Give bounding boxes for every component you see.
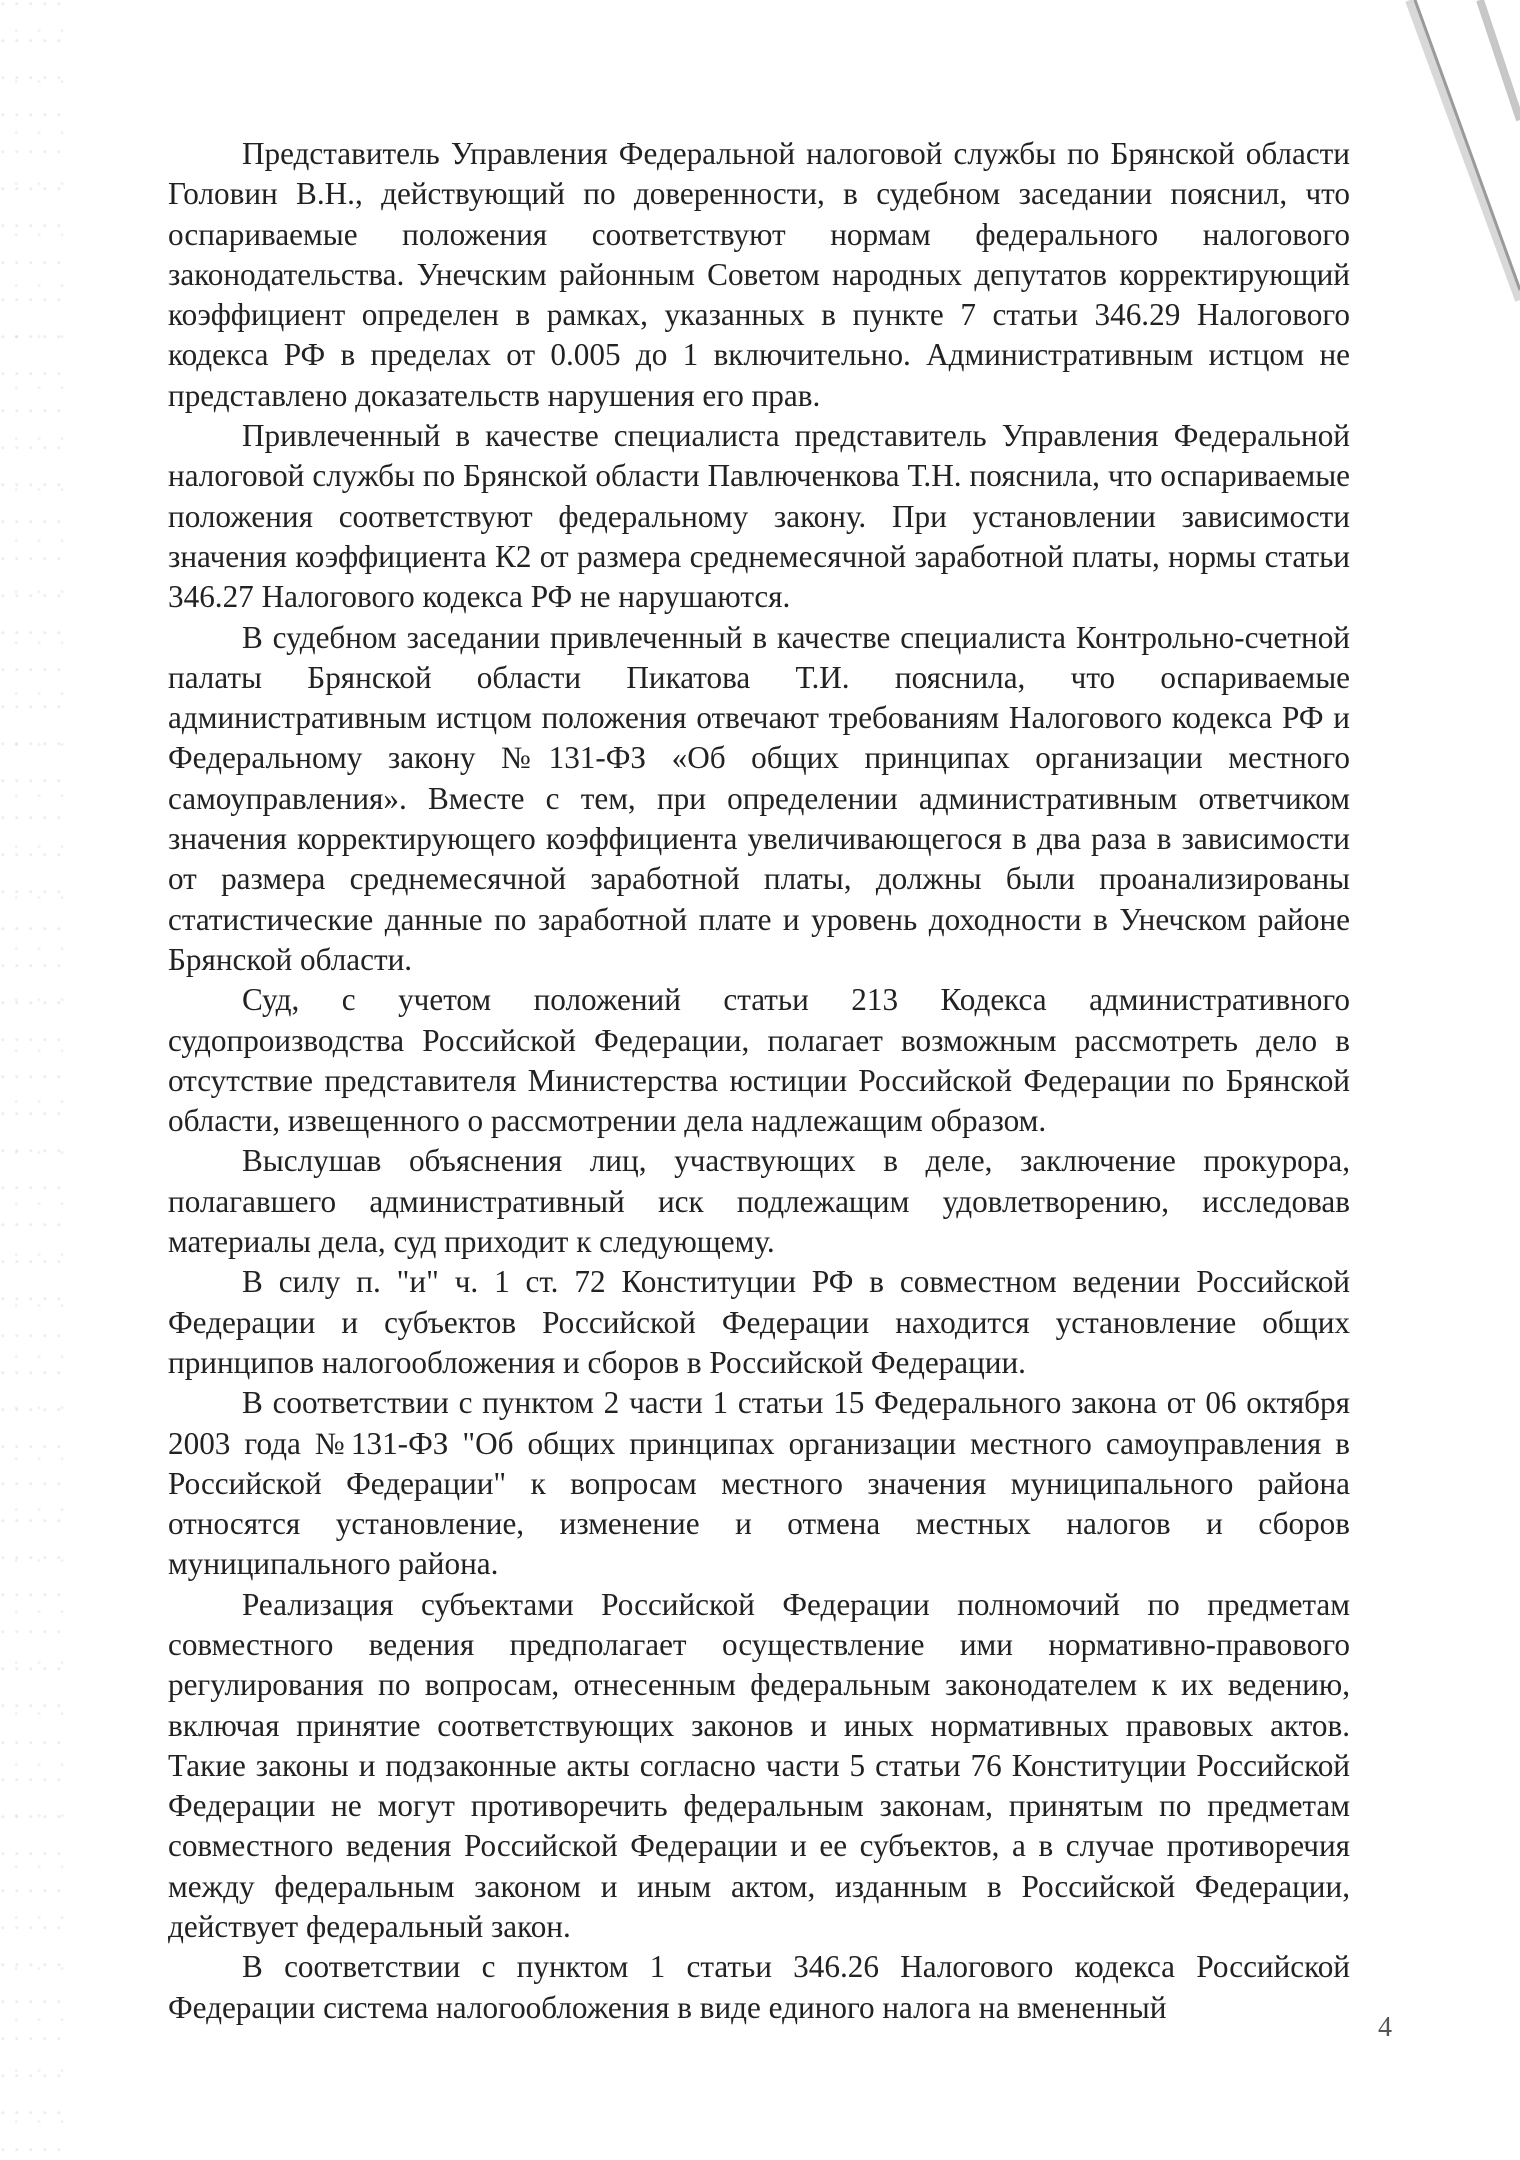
paragraph-6: В силу п. "и" ч. 1 ст. 72 Конституции РФ в совместном ведении Российской Федерации и субъектов Российской Федерации находится установление общих принципов налогообложения и сборов в Российской Федерации. [168,1264,1350,1380]
scan-noise-left [0,0,70,2160]
paragraph-5: Выслушав объяснения лиц, участвующих в деле, заключение прокурора, полагавшего административный иск подлежащим удовлетворению, исследовав материалы дела, суд приходит к следующему. [168,1143,1350,1260]
paragraph-7: В соответствии с пунктом 2 части 1 статьи 15 Федерального закона от 06 октября 2003 года №131-ФЗ "Об общих принципах организации местного самоуправления в Российской Федерации" к вопросам местного значения муниципального района относятся установление, изменение и отмена местных налогов и сборов муниципального района. [168,1385,1350,1582]
paragraph-1: Представитель Управления Федеральной налоговой службы по Брянской области Головин В.Н., действующий по доверенности, в судебном заседании пояснил, что оспариваемые положения соответствуют нормам федерального налогового законодательства. Унечским районным Советом народных депутатов корректирующий коэффициент определен в рамках, указанных в пункте 7 статьи 346.29 Налогового кодекса РФ в пределах от 0.005 до 1 включительно. Административным истцом не представлено доказательств нарушения его прав. [168,136,1350,413]
scanned-page-edge [1370,0,1520,430]
paragraph-9: В соответствии с пунктом 1 статьи 346.26 Налогового кодекса Российской Федерации система налогообложения в виде единого налога на вмененный [168,1949,1350,2025]
page-number: 4 [1378,2012,1392,2043]
paragraph-8: Реализация субъектами Российской Федерации полномочий по предметам совместного ведения предполагает осуществление ими нормативно-правового регулирования по вопросам, отнесенным федеральным законодателем к их ведению, включая принятие соответствующих законов и иных нормативных правовых актов. Такие законы и подзаконные акты согласно части 5 статьи 76 Конституции Российской Федерации не могут противоречить федеральным законам, принятым по предметам совместного ведения Российской Федерации и ее субъектов, а в случае противоречия между федеральным законом и иным актом, изданным в Российской Федерации, действует федеральный закон. [168,1586,1350,1945]
document-body [168,134,1350,2028]
paragraph-3: В судебном заседании привлеченный в качестве специалиста Контрольно-счетной палаты Брянской области Пикатова Т.И. пояснила, что оспариваемые административным истцом положения отвечают требованиям Налогового кодекса РФ и Федеральному закону №131-ФЗ «Об общих принципах организации местного самоуправления». Вместе с тем, при определении административным ответчиком значения корректирующего коэффициента увеличивающегося в два раза в зависимости от размера среднемесячной заработной платы, должны были проанализированы статистические данные по заработной плате и уровень доходности в Унечском районе Брянской области. [168,619,1350,977]
paragraph-2: Привлеченный в качестве специалиста представитель Управления Федеральной налоговой службы по Брянской области Павлюченкова Т.Н. пояснила, что оспариваемые положения соответствуют федеральному закону. При установлении зависимости значения коэффициента К2 от размера среднемесячной заработной платы, нормы статьи 346.27 Налогового кодекса РФ не нарушаются. [168,418,1350,615]
paragraph-4: Суд, с учетом положений статьи 213 Кодекса административного судопроизводства Российской Федерации, полагает возможным рассмотреть дело в отсутствие представителя Министерства юстиции Российской Федерации по Брянской области, извещенного о рассмотрении дела надлежащим образом. [168,982,1350,1139]
